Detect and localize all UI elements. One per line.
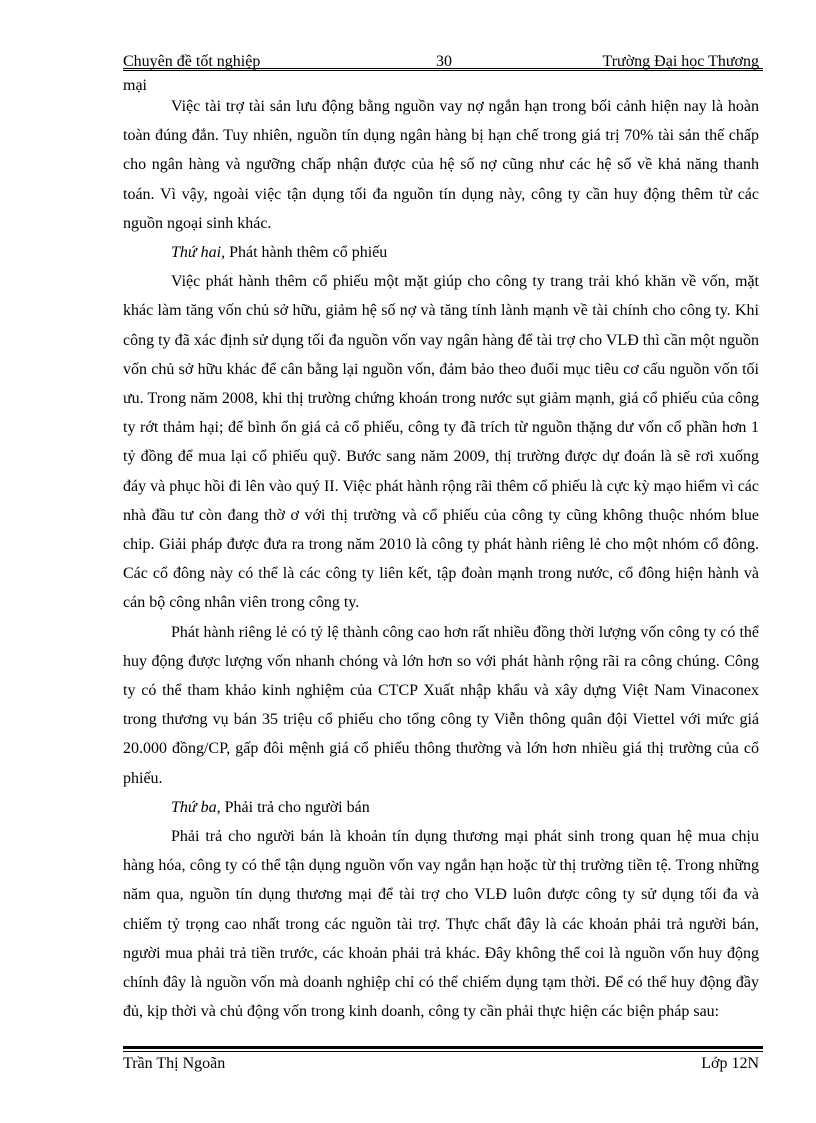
footer-author: Trần Thị Ngoãn xyxy=(123,1055,226,1072)
heading-title: , Phải trả cho người bán xyxy=(216,798,370,816)
heading-italic: Thứ ba xyxy=(171,798,217,816)
paragraph-2: Việc phát hành thêm cổ phiếu một mặt giúp cho công ty trang trải khó khăn về vốn, mặt khác làm tăng vốn chủ sở hữu, giảm hệ số nợ và tăng tính lành mạnh về tài chính cho công ty. Khi công ty đã xác định sử dụng tối đa nguồn vốn vay ngân hàng để tài trợ cho VLĐ thì cần một nguồn vốn chủ sở hữu khác để cân bằng lại nguồn vốn, đảm bảo theo đuổi mục tiêu cơ cấu nguồn vốn tối ưu. Trong năm 2008, khi thị trường chứng khoán trong nước sụt giảm mạnh, giá cổ phiếu của công ty rớt thảm hại; để bình ổn giá cả cổ phiếu, công ty đã trích từ nguồn thặng dư vốn cổ phần hơn 1 tỷ đồng để mua lại cổ phiếu quỹ. Bước sang năm 2009, thị trường được dự đoán là sẽ rơi xuống đáy và phục hồi đi lên vào quý II. Việc phát hành rộng rãi thêm cổ phiếu là cực kỳ mạo hiểm vì các nhà đầu tư còn đang thờ ơ với thị trường và cổ phiếu của công ty cũng không thuộc nhóm blue chip. Giải pháp được đưa ra trong năm 2010 là công ty phát hành riêng lẻ cho một nhóm cổ đông. Các cổ đông này có thể là các công ty liên kết, tập đoàn mạnh trong nước, cổ đông hiện hành và cán bộ công nhân viên trong công ty. xyxy=(123,273,759,612)
header-right-title: Trường Đại học Thương xyxy=(602,53,759,70)
footer-rule-thin xyxy=(123,1051,763,1052)
section-heading-thu-ba xyxy=(123,793,759,822)
section-heading-thu-hai xyxy=(123,238,759,267)
paragraph-4: Phải trả cho người bán là khoản tín dụng thương mại phát sinh trong quan hệ mua chịu hàng hóa, công ty có thể tận dụng nguồn vốn vay ngắn hạn hoặc từ thị trường tiền tệ. Trong những năm qua, nguồn tín dụng thương mại để tài trợ cho VLĐ luôn được công ty sử dụng tối đa và chiếm tỷ trọng cao nhất trong các nguồn tài trợ. Thực chất đây là các khoản phải trả người bán, người mua phải trả tiền trước, các khoản phải trả khác. Đây không thể coi là nguồn vốn huy động chính đây là nguồn vốn mà doanh nghiệp chỉ có thể chiếm dụng tạm thời. Để có thể huy động đầy đủ, kịp thời và chủ động vốn trong kinh doanh, công ty cần phải thực hiện các biện pháp sau: xyxy=(123,828,759,1021)
footer-rule-thick xyxy=(123,1046,763,1049)
page-header xyxy=(123,52,759,72)
header-rule-second xyxy=(123,70,763,71)
paragraph-1: Việc tài trợ tài sản lưu động bằng nguồn vay nợ ngắn hạn trong bối cảnh hiện nay là hoàn toàn đúng đắn. Tuy nhiên, nguồn tín dụng ngân hàng bị hạn chế trong giá trị 70% tài sản thế chấp cho ngân hàng và ngưỡng chấp nhận được của hệ số nợ cũng như các hệ số về khả năng thanh toán. Vì vậy, ngoài việc tận dụng tối đa nguồn tín dụng này, công ty cần huy động thêm từ các nguồn ngoại sinh khác. xyxy=(123,98,759,232)
paragraph-3: Phát hành riêng lẻ có tỷ lệ thành công cao hơn rất nhiều đồng thời lượng vốn công ty có thể huy động được lượng vốn nhanh chóng và lớn hơn so với phát hành rộng rãi ra công chúng. Công ty có thể tham khảo kinh nghiệm của CTCP Xuất nhập khẩu và xây dựng Việt Nam Vinaconex trong thương vụ bán 35 triệu cổ phiếu cho tổng công ty Viễn thông quân đội Viettel với mức giá 20.000 đồng/CP, gấp đôi mệnh giá cổ phiếu thông thường và lớn hơn nhiều giá thị trường của cổ phiếu. xyxy=(123,623,759,787)
body-text xyxy=(123,92,759,1027)
heading-title: Phát hành thêm cổ phiếu xyxy=(225,244,388,262)
header-rule xyxy=(123,68,763,69)
heading-italic: Thứ hai, xyxy=(171,244,226,262)
header-left-title: Chuyên đề tốt nghiệp xyxy=(123,53,261,70)
header-page-number: 30 xyxy=(436,53,452,70)
footer-class: Lớp 12N xyxy=(701,1055,759,1072)
header-continuation: mại xyxy=(123,77,147,94)
